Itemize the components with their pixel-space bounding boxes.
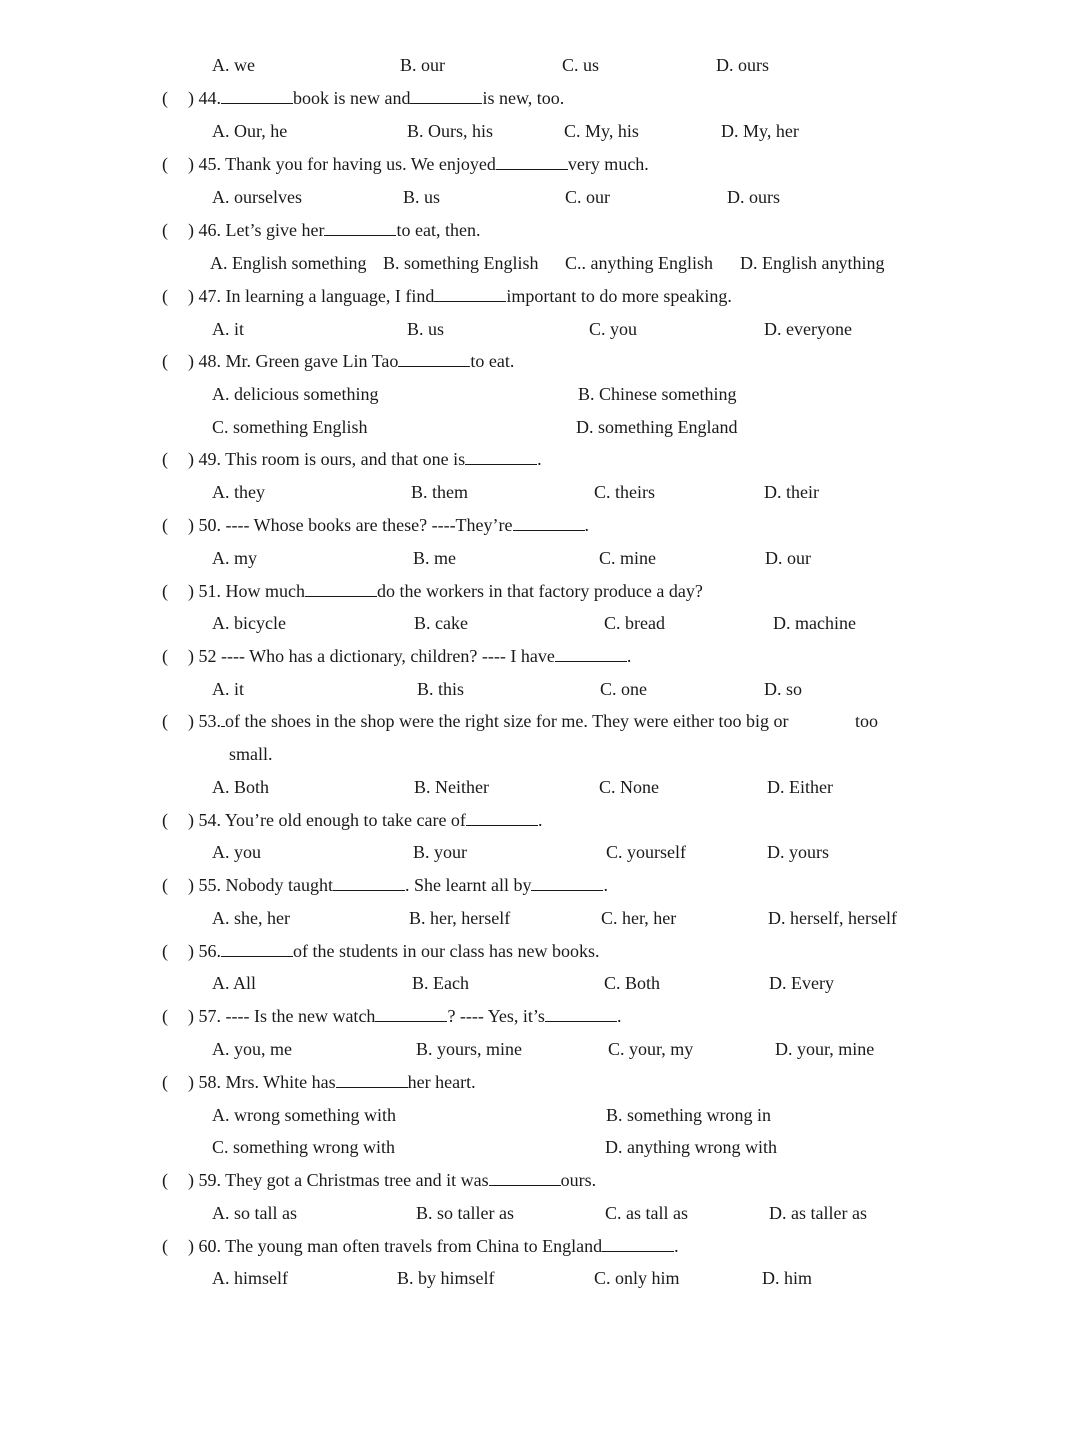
answer-blank[interactable] <box>465 447 537 465</box>
option-d-text[interactable]: D. machine <box>773 613 856 633</box>
option-a-text[interactable]: A. Our, he <box>212 121 288 141</box>
answer-blank[interactable] <box>410 86 482 104</box>
option-d-text[interactable]: D. as taller as <box>769 1203 867 1223</box>
options-row <box>0 313 1080 346</box>
answer-blank[interactable] <box>466 808 538 826</box>
option-d-text[interactable]: D. ours <box>716 55 769 75</box>
answer-blank[interactable] <box>324 218 396 236</box>
question-text: ) 51. How much do the workers in that factory produce a day? <box>188 581 703 601</box>
option-a-text[interactable]: A. they <box>212 482 265 502</box>
option-a-text[interactable]: A. ourselves <box>212 187 302 207</box>
option-c-text[interactable]: C. Both <box>604 973 661 993</box>
option-d-text[interactable]: D. yours <box>767 842 829 862</box>
option-a-text[interactable]: A. it <box>212 679 245 699</box>
question-text: ) 55. Nobody taught . She learnt all by . <box>188 875 608 895</box>
option-a-text[interactable]: A. himself <box>212 1268 288 1288</box>
option-a-text[interactable]: A. you <box>212 842 261 862</box>
answer-paren[interactable]: ( <box>162 711 168 731</box>
options-row <box>0 967 1080 1000</box>
option-b-text[interactable]: B. her, herself <box>409 908 511 928</box>
option-a-text[interactable]: A. bicycle <box>212 613 286 633</box>
option-a-text[interactable]: A. it <box>212 319 245 339</box>
option-a-text[interactable]: C. something wrong with <box>212 1137 395 1157</box>
answer-blank[interactable] <box>545 1004 617 1022</box>
question-row <box>0 148 1080 181</box>
option-a-text[interactable]: A. delicious something <box>212 384 379 404</box>
question-row <box>0 640 1080 673</box>
option-d-text[interactable]: D. their <box>764 482 819 502</box>
question-text: ) 48. Mr. Green gave Lin Tao to eat. <box>188 351 515 371</box>
option-b-text[interactable]: B. them <box>411 482 468 502</box>
option-b-text[interactable]: B. Each <box>412 973 469 993</box>
options-row <box>0 771 1080 804</box>
question-continuation <box>0 738 1080 771</box>
option-b-text[interactable]: B. this <box>417 679 465 699</box>
question-row <box>0 280 1080 313</box>
answer-blank[interactable] <box>221 86 293 104</box>
question-text: ) 54. You’re old enough to take care of . <box>188 810 543 830</box>
option-c-text[interactable]: C. theirs <box>594 482 655 502</box>
options-row <box>0 542 1080 575</box>
option-b-text[interactable]: B. Ours, his <box>407 121 494 141</box>
option-b-text[interactable]: B. Neither <box>414 777 489 797</box>
options-row <box>0 476 1080 509</box>
question-row <box>0 575 1080 608</box>
question-text: ) 49. This room is ours, and that one is . <box>188 449 542 469</box>
option-b-text[interactable]: D. anything wrong with <box>605 1137 777 1157</box>
option-b-text[interactable]: B. our <box>400 55 445 75</box>
option-c-text[interactable]: C. mine <box>599 548 656 568</box>
question-row <box>0 509 1080 542</box>
question-text-trailing: too <box>855 711 879 731</box>
options-row <box>0 181 1080 214</box>
answer-blank[interactable] <box>333 873 405 891</box>
question-text: ) 52 ---- Who has a dictionary, children? ---- I have . <box>188 646 632 666</box>
answer-blank[interactable] <box>398 349 470 367</box>
option-b-text[interactable]: B. cake <box>414 613 468 633</box>
option-d-text[interactable]: D. My, her <box>721 121 799 141</box>
answer-paren[interactable]: ( <box>162 515 168 535</box>
question-text: ) 45. Thank you for having us. We enjoyed very much. <box>188 154 649 174</box>
question-row <box>0 1164 1080 1197</box>
option-a-text[interactable]: A. she, her <box>212 908 290 928</box>
options-row <box>0 247 1080 280</box>
answer-paren[interactable]: ( <box>162 1006 168 1026</box>
option-a-text[interactable]: A. English something <box>210 253 367 273</box>
answer-paren[interactable]: ( <box>162 810 168 830</box>
option-c-text[interactable]: C. our <box>565 187 610 207</box>
question-text: ) 47. In learning a language, I find important to do more speaking. <box>188 286 732 306</box>
option-d-text[interactable]: D. our <box>765 548 811 568</box>
question-text: ) 60. The young man often travels from China to England . <box>188 1236 679 1256</box>
answer-blank[interactable] <box>221 939 293 957</box>
answer-blank[interactable] <box>221 709 225 727</box>
question-row <box>0 869 1080 902</box>
option-a-text[interactable]: A. All <box>212 973 257 993</box>
option-a-text[interactable]: A. you, me <box>212 1039 292 1059</box>
question-row <box>0 1230 1080 1263</box>
answer-paren[interactable]: ( <box>162 154 168 174</box>
option-a-text[interactable]: A. we <box>212 55 255 75</box>
option-d-text[interactable]: D. him <box>762 1268 813 1288</box>
answer-blank[interactable] <box>496 152 568 170</box>
options-row <box>0 115 1080 148</box>
answer-blank[interactable] <box>336 1070 408 1088</box>
question-text: ) 58. Mrs. White has her heart. <box>188 1072 476 1092</box>
options-row <box>0 49 1080 82</box>
option-a-text[interactable]: A. wrong something with <box>212 1105 396 1125</box>
question-text: ) 56. of the students in our class has new books. <box>188 941 600 961</box>
option-d-text[interactable]: D. English anything <box>740 253 885 273</box>
answer-paren[interactable]: ( <box>162 1236 168 1256</box>
answer-paren[interactable]: ( <box>162 941 168 961</box>
answer-paren[interactable]: ( <box>162 646 168 666</box>
option-d-text[interactable]: D. ours <box>727 187 780 207</box>
option-a-text[interactable]: A. Both <box>212 777 270 797</box>
answer-paren[interactable]: ( <box>162 449 168 469</box>
options-row <box>0 1131 1080 1164</box>
options-row <box>0 1033 1080 1066</box>
question-text: ) 57. ---- Is the new watch ? ---- Yes, it’s . <box>188 1006 622 1026</box>
option-c-text[interactable]: C. one <box>600 679 647 699</box>
option-c-text[interactable]: C. us <box>562 55 600 75</box>
options-row <box>0 836 1080 869</box>
question-row <box>0 804 1080 837</box>
option-c-text[interactable]: C. bread <box>604 613 665 633</box>
option-c-text[interactable]: C. her, her <box>601 908 677 928</box>
option-c-text[interactable]: C. None <box>599 777 659 797</box>
question-row <box>0 705 1080 738</box>
options-row <box>0 902 1080 935</box>
question-row <box>0 345 1080 378</box>
options-row <box>0 378 1080 411</box>
question-row <box>0 935 1080 968</box>
question-row <box>0 1000 1080 1033</box>
option-b-text[interactable]: B. your <box>413 842 467 862</box>
question-text: ) 59. They got a Christmas tree and it was ours. <box>188 1170 597 1190</box>
option-a-text[interactable]: A. so tall as <box>212 1203 297 1223</box>
option-c-text[interactable]: C. as tall as <box>605 1203 688 1223</box>
question-text: ) 46. Let’s give her to eat, then. <box>188 220 481 240</box>
option-b-text[interactable]: B. by himself <box>397 1268 495 1288</box>
option-c-text[interactable]: C. yourself <box>606 842 686 862</box>
answer-paren[interactable]: ( <box>162 1072 168 1092</box>
option-d-text[interactable]: D. Every <box>769 973 834 993</box>
option-c-text[interactable]: C. My, his <box>564 121 639 141</box>
question-text: small. <box>229 744 273 764</box>
option-c-text[interactable]: C. only him <box>594 1268 680 1288</box>
answer-blank[interactable] <box>305 579 377 597</box>
option-b-text[interactable]: B. so taller as <box>416 1203 514 1223</box>
option-c-text[interactable]: C. your, my <box>608 1039 694 1059</box>
answer-paren[interactable]: ( <box>162 351 168 371</box>
options-row <box>0 607 1080 640</box>
option-a-text[interactable]: C. something English <box>212 417 368 437</box>
option-d-text[interactable]: D. your, mine <box>775 1039 875 1059</box>
option-d-text[interactable]: D. Either <box>767 777 833 797</box>
option-c-text[interactable]: C. you <box>589 319 638 339</box>
question-row <box>0 1066 1080 1099</box>
answer-paren[interactable]: ( <box>162 220 168 240</box>
answer-paren[interactable]: ( <box>162 88 168 108</box>
question-text: ) 44. book is new and is new, too. <box>188 88 565 108</box>
answer-blank[interactable] <box>489 1168 561 1186</box>
answer-blank[interactable] <box>513 513 585 531</box>
option-a-text[interactable]: A. my <box>212 548 257 568</box>
option-b-text[interactable]: B. yours, mine <box>416 1039 522 1059</box>
option-d-text[interactable]: D. so <box>764 679 803 699</box>
question-text: ) 50. ---- Whose books are these? ----They’re . <box>188 515 590 535</box>
option-b-text[interactable]: D. something England <box>576 417 738 437</box>
option-b-text[interactable]: B. Chinese something <box>578 384 737 404</box>
answer-paren[interactable]: ( <box>162 1170 168 1190</box>
answer-paren[interactable]: ( <box>162 581 168 601</box>
options-row <box>0 1197 1080 1230</box>
answer-paren[interactable]: ( <box>162 286 168 306</box>
option-d-text[interactable]: D. everyone <box>764 319 852 339</box>
option-b-text[interactable]: B. me <box>413 548 456 568</box>
answer-blank[interactable] <box>375 1004 447 1022</box>
option-b-text[interactable]: B. something wrong in <box>606 1105 771 1125</box>
options-row <box>0 673 1080 706</box>
answer-blank[interactable] <box>434 284 506 302</box>
answer-blank[interactable] <box>531 873 603 891</box>
question-row <box>0 443 1080 476</box>
answer-blank[interactable] <box>555 644 627 662</box>
answer-blank[interactable] <box>602 1234 674 1252</box>
options-row <box>0 1099 1080 1132</box>
question-row <box>0 82 1080 115</box>
options-row <box>0 411 1080 444</box>
options-row <box>0 1262 1080 1295</box>
option-b-text[interactable]: B. us <box>403 187 441 207</box>
option-d-text[interactable]: D. herself, herself <box>768 908 897 928</box>
option-c-text[interactable]: C.. anything English <box>565 253 713 273</box>
option-b-text[interactable]: B. something English <box>383 253 539 273</box>
question-text: ) 53. of the shoes in the shop were the right size for me. They were either too big or <box>188 711 789 731</box>
answer-paren[interactable]: ( <box>162 875 168 895</box>
question-row <box>0 214 1080 247</box>
option-b-text[interactable]: B. us <box>407 319 445 339</box>
